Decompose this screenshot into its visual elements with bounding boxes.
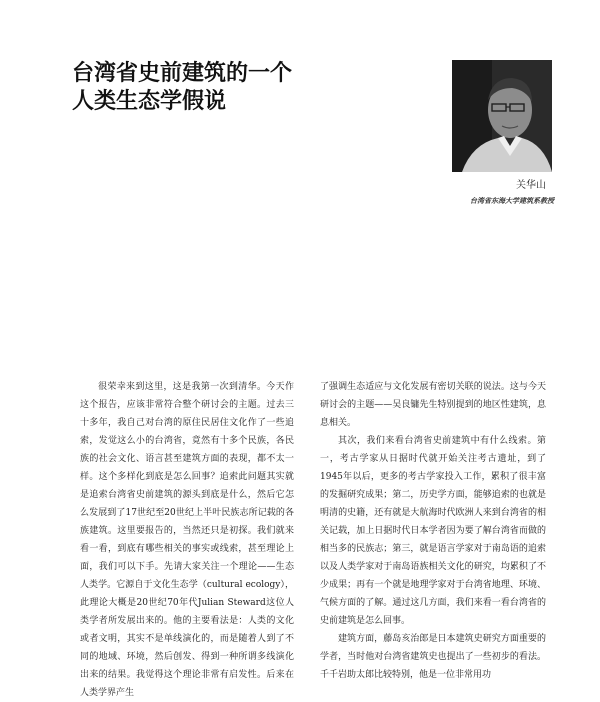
paragraph: 很荣幸来到这里，这是我第一次到清华。今天作这个报告，应该非常符合整个研讨会的主题。过去三十多年，我自己对台湾的原住民居住文化作了一些追索，发觉这么小的台湾省，竟然有十多个民族，各民族的社会文化、语言甚至建筑方面的表现，都不太一样。这个多样化到底是怎么回事？追索此问题其实就是追索台湾省史前建筑的源头到底是什么，然后它怎么发展到了17世纪至20世纪上半叶民族志所记载的各族建筑。这里要报告的，当然还只是初探。我们就来看一看，到底有哪些相关的事实或线索，甚至理论上面，我们可以下手。先请大家关注一个理论——生态人类学。它源自于文化生态学（cultural ecology），此理论大概是20世纪70年代Julian Steward这位人类学者所发展出来的。他的主要看法是：人类的文化或者文明，其实不是单线演化的，而是随着人到了不同的地域、环境，然后创发、得到一种所谓多线演化出来的结果。我觉得这个理论非常有启发性。后来在人类学界产生 bbox=[80, 382, 294, 698]
paragraph: 了强调生态适应与文化发展有密切关联的说法。这与今天研讨会的主题——吴良镛先生特别提到的地区性建筑，息息相关。 bbox=[320, 382, 546, 428]
author-name: 关华山 bbox=[516, 180, 546, 191]
title-line-2: 人类生态学假说 bbox=[72, 89, 227, 114]
title-line-1: 台湾省史前建筑的一个 bbox=[72, 61, 293, 86]
body-column-left bbox=[80, 378, 294, 698]
paragraph: 建筑方面，藤岛亥治郎是日本建筑史研究方面重要的学者，当时他对台湾省建筑史也提出了一些初步的看法。千千岩助太郎比较特别，他是一位非常用功 bbox=[320, 634, 546, 680]
article-title bbox=[72, 60, 372, 116]
author-affiliation: 台湾省东海大学建筑系教授 bbox=[470, 196, 554, 205]
author-portrait-image bbox=[452, 60, 552, 172]
body-column-right bbox=[320, 378, 546, 684]
author-photo bbox=[452, 60, 552, 172]
paragraph: 其次，我们来看台湾省史前建筑中有什么线索。第一，考古学家从日据时代就开始关注考古遗址，到了1945年以后，更多的考古学家投入工作，累积了很丰富的发掘研究成果；第二，历史学方面，能够追索的也就是明清的史籍，还有就是大航海时代欧洲人来到台湾省的相关记载，加上日据时代日本学者因为要了解台湾省而做的相当多的民族志；第三，就是语言学家对于南岛语的追索以及人类学家对于南岛语族相关文化的研究，均累积了不少成果；再有一个就是地理学家对于台湾省地理、环境、气候方面的了解。通过这几方面，我们来看一看台湾省的史前建筑是怎么回事。 bbox=[320, 436, 546, 626]
